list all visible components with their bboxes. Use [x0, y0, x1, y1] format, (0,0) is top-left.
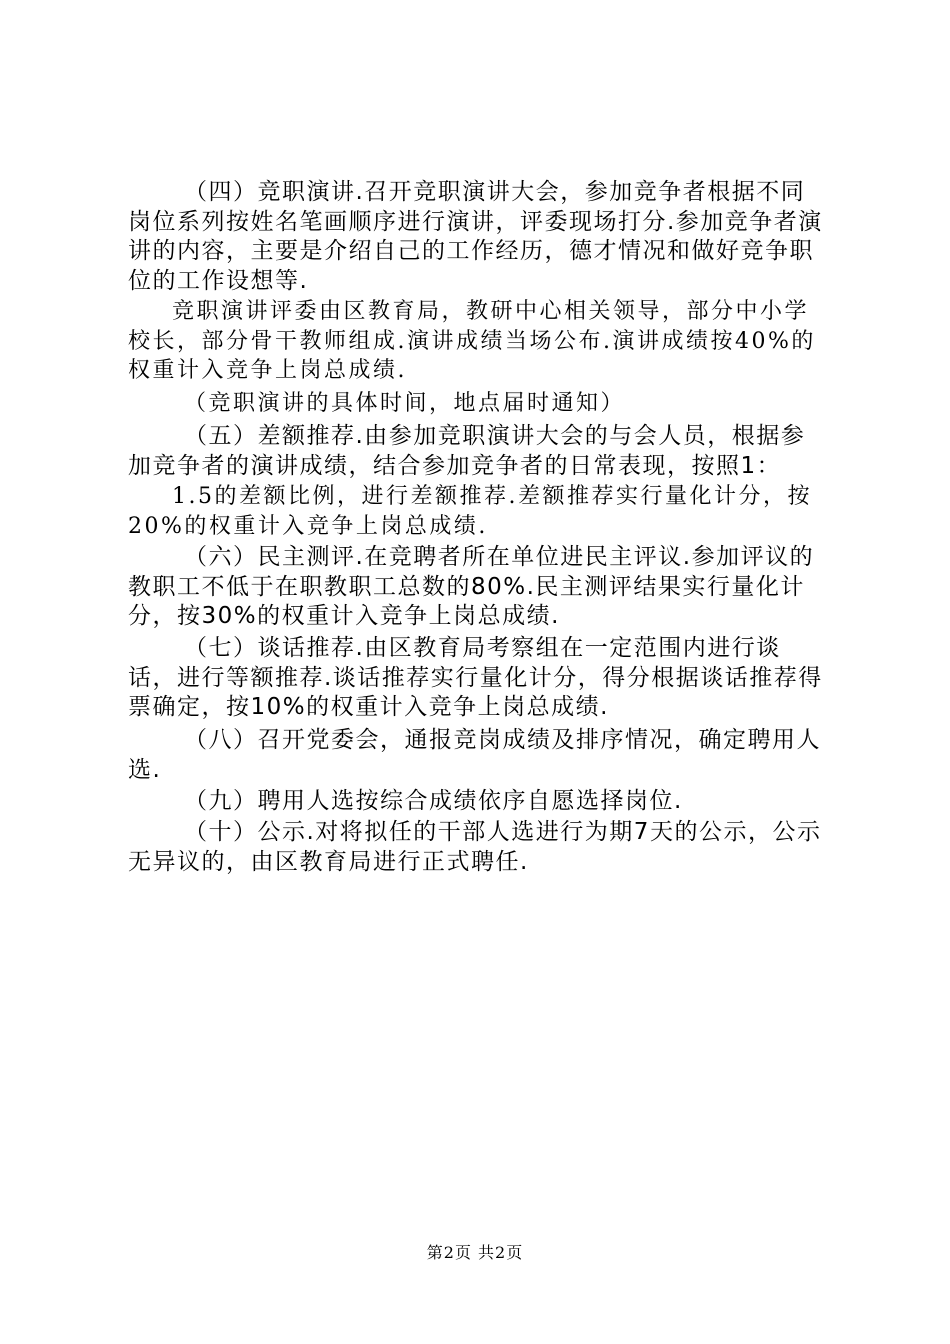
paragraph-democratic-evaluation: （六）民主测评.在竞聘者所在单位进民主评议.参加评议的教职工不低于在职教职工总数的80%.民主测评结果实行量化计分，按30%的权重计入竞争上岗总成绩.: [128, 544, 815, 629]
paragraph-interview-recommendation: （七）谈话推荐.由区教育局考察组在一定范围内进行谈话，进行等额推荐.谈话推荐实行量化计分，得分根据谈话推荐得票确定，按10%的权重计入竞争上岗总成绩.: [128, 635, 823, 720]
paragraph-party-committee: （八）召开党委会，通报竞岗成绩及排序情况，确定聘用人选.: [128, 727, 821, 783]
paragraph-speech-judges: 竞职演讲评委由区教育局，教研中心相关领导，部分中小学校长，部分骨干教师组成.演讲成绩当场公布.演讲成绩按40%的权重计入竞争上岗总成绩.: [128, 299, 816, 383]
paragraph-differential-ratio: 1.5的差额比例，进行差额推荐.差额推荐实行量化计分，按20%的权重计入竞争上岗总成绩.: [128, 484, 812, 539]
page-number-footer: 第2页 共2页: [426, 1243, 524, 1262]
paragraph-speech-competition: （四）竞职演讲.召开竞职演讲大会，参加竞争者根据不同岗位系列按姓名笔画顺序进行演讲，评委现场打分.参加竞争者演讲的内容，主要是介绍自己的工作经历，德才情况和做好竞争职位的工作设想等.: [128, 179, 823, 294]
paragraph-position-selection: （九）聘用人选按综合成绩依序自愿选择岗位.: [184, 788, 683, 814]
paragraph-public-notice: （十）公示.对将拟任的干部人选进行为期7天的公示，公示无异议的，由区教育局进行正式聘任.: [128, 819, 822, 875]
paragraph-speech-time-note: （竞职演讲的具体时间，地点届时通知）: [184, 391, 626, 416]
paragraph-differential-recommendation: （五）差额推荐.由参加竞职演讲大会的与会人员，根据参加竞争者的演讲成绩，结合参加竞争者的日常表现，按照1：: [128, 423, 806, 479]
